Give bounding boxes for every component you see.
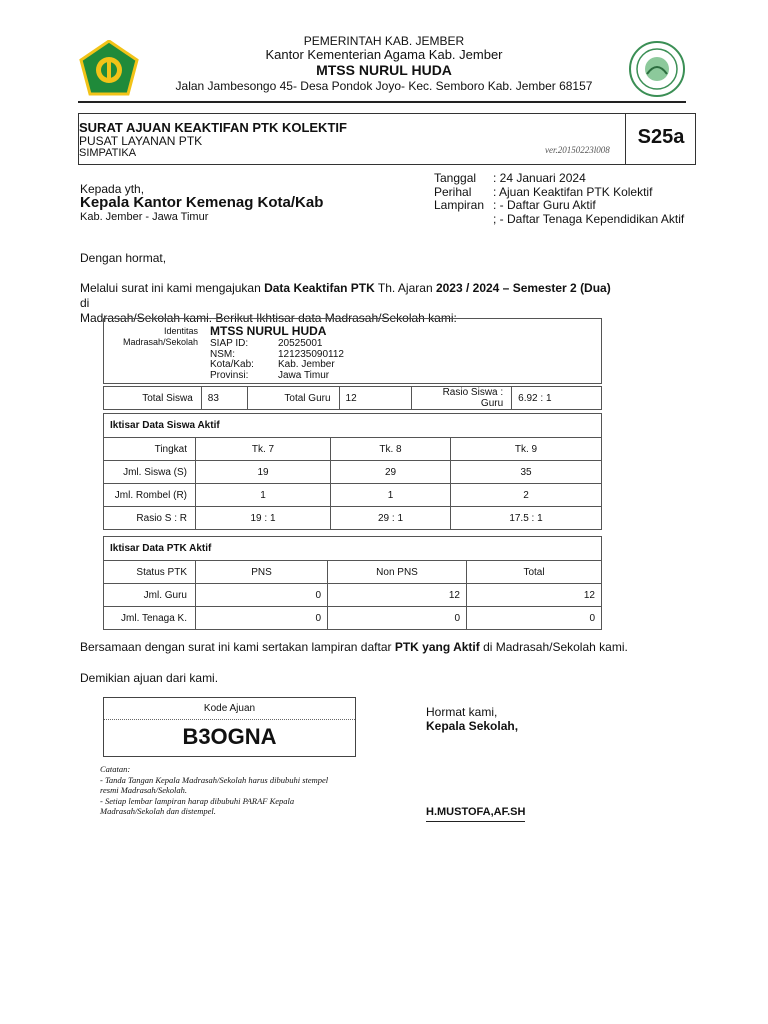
table-row xyxy=(104,607,602,630)
identity-field-value: Jawa Timur xyxy=(278,369,330,381)
attachment-text-1: Bersamaan dengan surat ini kami sertakan lampiran daftar xyxy=(80,640,395,654)
table-cell: 2 xyxy=(451,484,602,507)
siswa-header-0: Tingkat xyxy=(104,438,196,461)
rasio-label: Rasio Siswa : Guru xyxy=(412,387,512,410)
ptk-header-3: Total xyxy=(467,561,602,584)
ptk-header-1: PNS xyxy=(196,561,328,584)
table-row xyxy=(104,438,602,461)
notes xyxy=(100,764,380,817)
form-title: SURAT AJUAN KEAKTIFAN PTK KOLEKTIF xyxy=(79,120,347,135)
office-header: Kantor Kementerian Agama Kab. Jember xyxy=(265,47,503,62)
table-cell: 35 xyxy=(451,461,602,484)
table-cell: 17.5 : 1 xyxy=(451,507,602,530)
table-cell: 19 : 1 xyxy=(196,507,331,530)
notes-line: resmi Madrasah/Sekolah. xyxy=(100,785,188,795)
table-row xyxy=(104,461,602,484)
meta-value: : 24 Januari 2024 xyxy=(493,171,586,185)
table-cell: 0 xyxy=(328,607,467,630)
kode-ajuan-box xyxy=(103,697,356,757)
meta-row xyxy=(434,172,696,186)
intro-text-1: Melalui surat ini kami mengajukan xyxy=(80,281,265,295)
intro-text-3: Th. Ajaran xyxy=(374,281,436,295)
meta-value: ; - Daftar Tenaga Kependidikan Aktif xyxy=(493,211,685,226)
table-cell: 1 xyxy=(331,484,451,507)
ptk-table-title: Iktisar Data PTK Aktif xyxy=(104,537,602,561)
kode-ajuan-value: B3OGNA xyxy=(182,724,277,749)
identity-field-label: Provinsi: xyxy=(210,369,249,381)
table-cell: Jml. Rombel (R) xyxy=(104,484,196,507)
letter-meta xyxy=(434,172,696,226)
intro-text-2: Data Keaktifan PTK xyxy=(264,281,375,295)
greeting: Dengan hormat, xyxy=(80,251,167,265)
identity-box xyxy=(103,318,602,384)
meta-label xyxy=(434,213,493,227)
notes-title: Catatan: xyxy=(100,764,131,774)
identity-field xyxy=(210,371,344,382)
school-header: MTSS NURUL HUDA xyxy=(316,62,452,78)
table-cell: 0 xyxy=(196,584,328,607)
intro-text-6: Madrasah/Sekolah kami. Berikut Ikhtisar data Madrasah/Sekolah kami: xyxy=(80,311,457,325)
meta-row xyxy=(434,213,696,227)
identity-fields xyxy=(210,339,344,381)
identity-field-label: NSM: xyxy=(210,348,235,360)
ptk-header-0: Status PTK xyxy=(104,561,196,584)
identity-label-1: Identitas xyxy=(163,326,198,336)
table-cell: Jml. Tenaga K. xyxy=(104,607,196,630)
meta-row xyxy=(434,199,696,213)
meta-label: Tanggal xyxy=(434,171,477,185)
siswa-table-title: Iktisar Data Siswa Aktif xyxy=(104,414,602,438)
gov-header: PEMERINTAH KAB. JEMBER xyxy=(303,34,465,48)
recipient-to: Kepada yth, xyxy=(80,182,145,196)
ptk-table xyxy=(103,536,602,630)
identity-field xyxy=(210,360,344,371)
meta-label: Perihal xyxy=(434,184,472,199)
total-siswa-label: Total Siswa xyxy=(104,387,202,410)
table-row xyxy=(104,584,602,607)
identity-label xyxy=(104,326,198,348)
header-divider xyxy=(78,101,686,103)
table-cell: 19 xyxy=(196,461,331,484)
total-guru-label: Total Guru xyxy=(247,387,339,410)
attachment-text-3: di Madrasah/Sekolah kami. xyxy=(479,640,628,654)
closing-text: Demikian ajuan dari kami. xyxy=(80,671,219,685)
notes-line: - Tanda Tangan Kepala Madrasah/Sekolah harus dibubuhi stempel xyxy=(100,774,329,785)
siswa-table xyxy=(103,413,602,530)
identity-field-value: 20525001 xyxy=(278,338,323,349)
intro-text-5: di xyxy=(80,296,90,310)
identity-school-name: MTSS NURUL HUDA xyxy=(210,324,327,338)
table-row xyxy=(104,507,602,530)
form-title-box xyxy=(78,113,696,165)
table-cell: 0 xyxy=(196,607,328,630)
table-cell: 12 xyxy=(328,584,467,607)
identity-field-value: Kab. Jember xyxy=(278,359,335,370)
address-header: Jalan Jambesongo 45- Desa Pondok Joyo- Kec. Semboro Kab. Jember 68157 xyxy=(175,79,593,93)
table-row xyxy=(104,561,602,584)
table-cell: 12 xyxy=(467,584,602,607)
table-cell: 29 : 1 xyxy=(331,507,451,530)
identity-field-value: 121235090112 xyxy=(278,348,344,360)
ptk-header-2: Non PNS xyxy=(328,561,467,584)
table-row xyxy=(104,484,602,507)
identity-field xyxy=(210,339,344,350)
kode-ajuan-label: Kode Ajuan xyxy=(104,703,355,720)
intro-text-4: 2023 / 2024 – Semester 2 (Dua) xyxy=(435,281,611,295)
form-version: ver.20150223l008 xyxy=(545,145,610,155)
table-cell: Jml. Guru xyxy=(104,584,196,607)
attachment-text-2: PTK yang Aktif xyxy=(394,640,480,654)
signature-name: H.MUSTOFA,AF.SH xyxy=(426,806,525,822)
totals-table xyxy=(103,386,602,410)
form-subtitle: PUSAT LAYANAN PTK xyxy=(79,134,203,148)
siswa-header-1: Tk. 7 xyxy=(196,438,331,461)
table-cell: 0 xyxy=(467,607,602,630)
table-cell: 1 xyxy=(196,484,331,507)
signature-role: Kepala Sekolah, xyxy=(426,719,519,733)
attachment-paragraph xyxy=(80,640,628,654)
form-system: SIMPATIKA xyxy=(79,147,137,159)
meta-label: Lampiran xyxy=(434,198,485,212)
total-guru-value: 12 xyxy=(339,387,412,410)
notes-line: - Setiap lembar lampiran harap dibubuhi PARAF Kepala xyxy=(100,795,295,806)
rasio-value: 6.92 : 1 xyxy=(512,387,602,410)
identity-label-2: Madrasah/Sekolah xyxy=(122,337,198,347)
siswa-header-2: Tk. 8 xyxy=(331,438,451,461)
table-cell: 29 xyxy=(331,461,451,484)
recipient-place: Kab. Jember - Jawa Timur xyxy=(80,211,209,223)
form-code-box xyxy=(625,114,696,164)
meta-value: : Ajuan Keaktifan PTK Kolektif xyxy=(493,184,653,199)
signature-regards: Hormat kami, xyxy=(426,705,498,719)
recipient-name: Kepala Kantor Kemenag Kota/Kab xyxy=(80,194,324,211)
table-cell: Jml. Siswa (S) xyxy=(104,461,196,484)
form-code: S25a xyxy=(637,126,685,148)
total-siswa-value: 83 xyxy=(201,387,247,410)
siswa-header-3: Tk. 9 xyxy=(451,438,602,461)
table-cell: Rasio S : R xyxy=(104,507,196,530)
notes-line: Madrasah/Sekolah dan distempel. xyxy=(100,806,216,816)
meta-value: : - Daftar Guru Aktif xyxy=(493,198,596,212)
identity-field-label: SIAP ID: xyxy=(210,338,249,349)
meta-row xyxy=(434,186,696,200)
identity-field-label: Kota/Kab: xyxy=(210,359,254,370)
